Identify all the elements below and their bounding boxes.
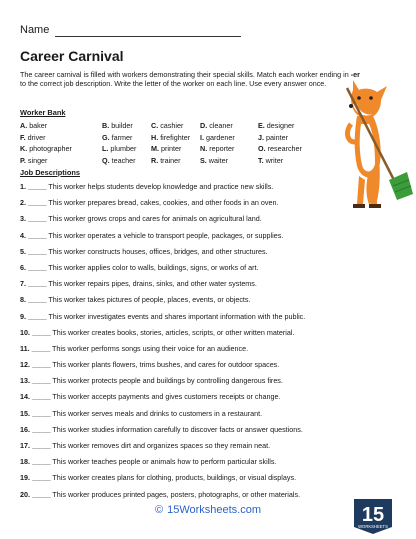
item-number: 8. <box>20 295 26 305</box>
job-description-item <box>20 328 400 344</box>
description-text: This worker protects people and buildings by controlling dangerous fires. <box>52 376 283 386</box>
worker-word: photographer <box>29 144 72 153</box>
worker-word: farmer <box>111 132 133 142</box>
description-text: This worker grows crops and cares for animals on agricultural land. <box>48 214 262 224</box>
answer-blank[interactable]: _____ <box>32 360 51 370</box>
worker-word: plumber <box>110 144 137 153</box>
answer-blank[interactable]: _____ <box>28 182 47 191</box>
worker-word: researcher <box>267 144 302 153</box>
worker-bank-item <box>20 121 47 130</box>
answer-blank[interactable]: _____ <box>28 311 47 321</box>
worker-bank-item <box>258 156 283 165</box>
worker-bank-item <box>20 156 47 165</box>
answer-blank[interactable]: _____ <box>28 214 47 224</box>
item-number: 2. <box>20 198 26 208</box>
worker-bank-item <box>151 133 190 142</box>
worker-letter: F. <box>20 132 26 142</box>
item-number: 18. <box>20 457 30 467</box>
answer-blank[interactable]: _____ <box>28 198 47 208</box>
name-label: Name <box>20 24 50 36</box>
intro-part-2: to the correct job description. Write the letter of the worker on each line. Use every answer once. <box>20 79 327 88</box>
worker-letter: C. <box>151 121 159 130</box>
worker-letter: M. <box>151 144 159 153</box>
job-description-item <box>20 425 400 441</box>
item-number: 19. <box>20 473 30 483</box>
description-text: This worker teaches people or animals how to perform particular skills. <box>52 457 277 467</box>
job-description-item <box>20 312 400 328</box>
description-text: This worker takes pictures of people, places, events, or objects. <box>48 295 251 305</box>
worker-word: cleaner <box>209 121 233 130</box>
job-description-item <box>20 279 400 295</box>
worker-bank-item <box>200 144 234 153</box>
item-number: 4. <box>20 230 26 240</box>
item-number: 3. <box>20 214 26 224</box>
copyright-symbol: © <box>154 504 164 516</box>
worker-letter: B. <box>102 121 110 130</box>
worker-word: cashier <box>160 121 184 130</box>
job-description-item <box>20 214 400 230</box>
description-text: This worker creates plans for clothing, products, buildings, or visual displays. <box>52 473 297 483</box>
job-descriptions-list <box>20 182 400 506</box>
description-text: This worker constructs houses, offices, bridges, and other structures. <box>48 246 268 256</box>
description-text: This worker serves meals and drinks to customers in a restaurant. <box>52 408 263 418</box>
worker-word: driver <box>27 132 46 142</box>
description-text: This worker applies color to walls, buildings, signs, or works of art. <box>48 262 259 272</box>
job-description-item <box>20 376 400 392</box>
item-number: 1. <box>20 182 26 191</box>
worker-word: painter <box>266 132 288 142</box>
item-number: 12. <box>20 360 30 370</box>
answer-blank[interactable]: _____ <box>32 441 51 450</box>
worker-letter: P. <box>20 155 26 165</box>
worker-word: teacher <box>111 155 136 165</box>
description-text: This worker studies information carefully to discover facts or answer questions. <box>52 424 303 434</box>
answer-blank[interactable]: _____ <box>32 457 51 467</box>
worker-word: printer <box>160 144 182 153</box>
worker-word: writer <box>265 155 284 165</box>
intro-bold: -er <box>350 70 360 79</box>
answer-blank[interactable]: _____ <box>32 392 51 402</box>
job-description-item <box>20 360 400 376</box>
worker-word: trainer <box>160 155 181 165</box>
page-title: Career Carnival <box>20 48 124 64</box>
worker-letter: D. <box>200 121 208 130</box>
item-number: 15. <box>20 408 30 418</box>
worker-bank-item <box>20 144 72 153</box>
job-description-item <box>20 295 400 311</box>
worker-word: reporter <box>209 144 235 153</box>
worker-bank-item <box>102 144 136 153</box>
answer-blank[interactable]: _____ <box>31 343 51 353</box>
item-number: 10. <box>20 327 30 337</box>
item-number: 13. <box>20 376 30 386</box>
worker-letter: S. <box>200 155 207 165</box>
worker-bank-item <box>151 144 181 153</box>
intro-part-1: The career carnival is filled with workers demonstrating their special skills. Match each worker ending in <box>20 70 351 79</box>
worker-letter: O. <box>258 144 266 153</box>
worker-word: designer <box>266 121 295 130</box>
description-text: This worker removes dirt and organizes spaces so they remain neat. <box>52 441 271 450</box>
name-row <box>20 24 49 36</box>
worker-letter: E. <box>258 121 265 130</box>
worker-letter: I. <box>200 132 204 142</box>
job-description-item <box>20 441 400 457</box>
worker-letter: L. <box>102 144 109 153</box>
description-text: This worker produces printed pages, posters, photographs, or other materials. <box>52 489 301 499</box>
item-number: 17. <box>20 441 30 450</box>
answer-blank[interactable]: _____ <box>28 246 47 256</box>
15worksheets-logo <box>350 497 396 535</box>
job-description-item <box>20 473 400 489</box>
job-description-item <box>20 344 400 360</box>
footer-link[interactable]: 15Worksheets.com <box>167 504 262 516</box>
worker-bank-item <box>102 121 133 130</box>
answer-blank[interactable]: _____ <box>32 408 51 418</box>
item-number: 5. <box>20 246 26 256</box>
worker-bank-item <box>151 121 183 130</box>
answer-blank[interactable]: _____ <box>32 473 51 483</box>
worker-bank-item <box>200 133 235 142</box>
answer-blank[interactable]: _____ <box>32 376 51 386</box>
item-number: 7. <box>20 279 26 289</box>
answer-blank[interactable]: _____ <box>28 279 47 289</box>
worker-bank-item <box>102 156 136 165</box>
job-description-item <box>20 409 400 425</box>
worker-letter: J. <box>258 132 264 142</box>
worker-word: baker <box>29 121 48 130</box>
worker-bank-item <box>20 133 46 142</box>
description-text: This worker plants flowers, trims bushes, and cares for outdoor spaces. <box>52 360 280 370</box>
item-number: 9. <box>20 311 26 321</box>
worker-word: gardener <box>206 132 235 142</box>
worker-bank-item <box>151 156 181 165</box>
job-description-item <box>20 247 400 263</box>
answer-blank[interactable]: _____ <box>28 295 47 305</box>
job-descriptions-heading: Job Descriptions <box>20 168 80 177</box>
worker-word: singer <box>27 155 48 165</box>
job-description-item <box>20 392 400 408</box>
job-description-item <box>20 231 400 247</box>
worker-letter: Q. <box>102 155 110 165</box>
worker-letter: T. <box>258 155 264 165</box>
worker-letter: K. <box>20 144 28 153</box>
worker-bank-item <box>200 156 228 165</box>
answer-blank[interactable]: _____ <box>28 230 47 240</box>
item-number: 20. <box>20 489 30 499</box>
item-number: 16. <box>20 424 30 434</box>
worker-bank-heading: Worker Bank <box>20 108 66 117</box>
worker-bank-item <box>258 121 294 130</box>
worker-bank-item <box>200 121 233 130</box>
item-number: 11. <box>20 343 30 353</box>
fox-sweeping-illustration <box>335 76 415 216</box>
worker-bank-item <box>258 144 302 153</box>
item-number: 14. <box>20 392 30 402</box>
worker-word: builder <box>111 121 133 130</box>
answer-blank[interactable]: _____ <box>32 327 51 337</box>
description-text: This worker investigates events and shares important information with the public. <box>48 311 306 321</box>
description-text: This worker prepares bread, cakes, cookies, and other foods in an oven. <box>48 198 279 208</box>
description-text: This worker creates books, stories, articles, scripts, or other written material. <box>52 327 295 337</box>
intro-paragraph <box>20 70 365 88</box>
worker-letter: N. <box>200 144 208 153</box>
worker-letter: G. <box>102 132 110 142</box>
answer-blank[interactable]: _____ <box>28 262 47 272</box>
name-line[interactable] <box>55 36 241 37</box>
worker-letter: A. <box>20 121 28 130</box>
job-description-item <box>20 263 400 279</box>
worker-word: firefighter <box>160 132 191 142</box>
worker-letter: R. <box>151 155 159 165</box>
answer-blank[interactable]: _____ <box>32 424 51 434</box>
description-text: This worker operates a vehicle to transport people, packages, or supplies. <box>48 230 284 240</box>
worker-word: waiter <box>208 155 228 165</box>
description-text: This worker helps students develop knowledge and practice new skills. <box>48 182 274 191</box>
logo-text: WORKSHEETS <box>358 524 388 529</box>
answer-blank[interactable]: _____ <box>32 489 51 499</box>
item-number: 6. <box>20 262 26 272</box>
worker-letter: H. <box>151 132 159 142</box>
logo-number: 15 <box>361 504 385 526</box>
description-text: This worker performs songs using their voice for an audience. <box>51 343 249 353</box>
description-text: This worker repairs pipes, drains, sinks, and other water systems. <box>48 279 257 289</box>
worker-bank-item <box>102 133 132 142</box>
worker-bank-item <box>258 133 288 142</box>
description-text: This worker accepts payments and gives customers receipts or change. <box>52 392 281 402</box>
job-description-item <box>20 457 400 473</box>
